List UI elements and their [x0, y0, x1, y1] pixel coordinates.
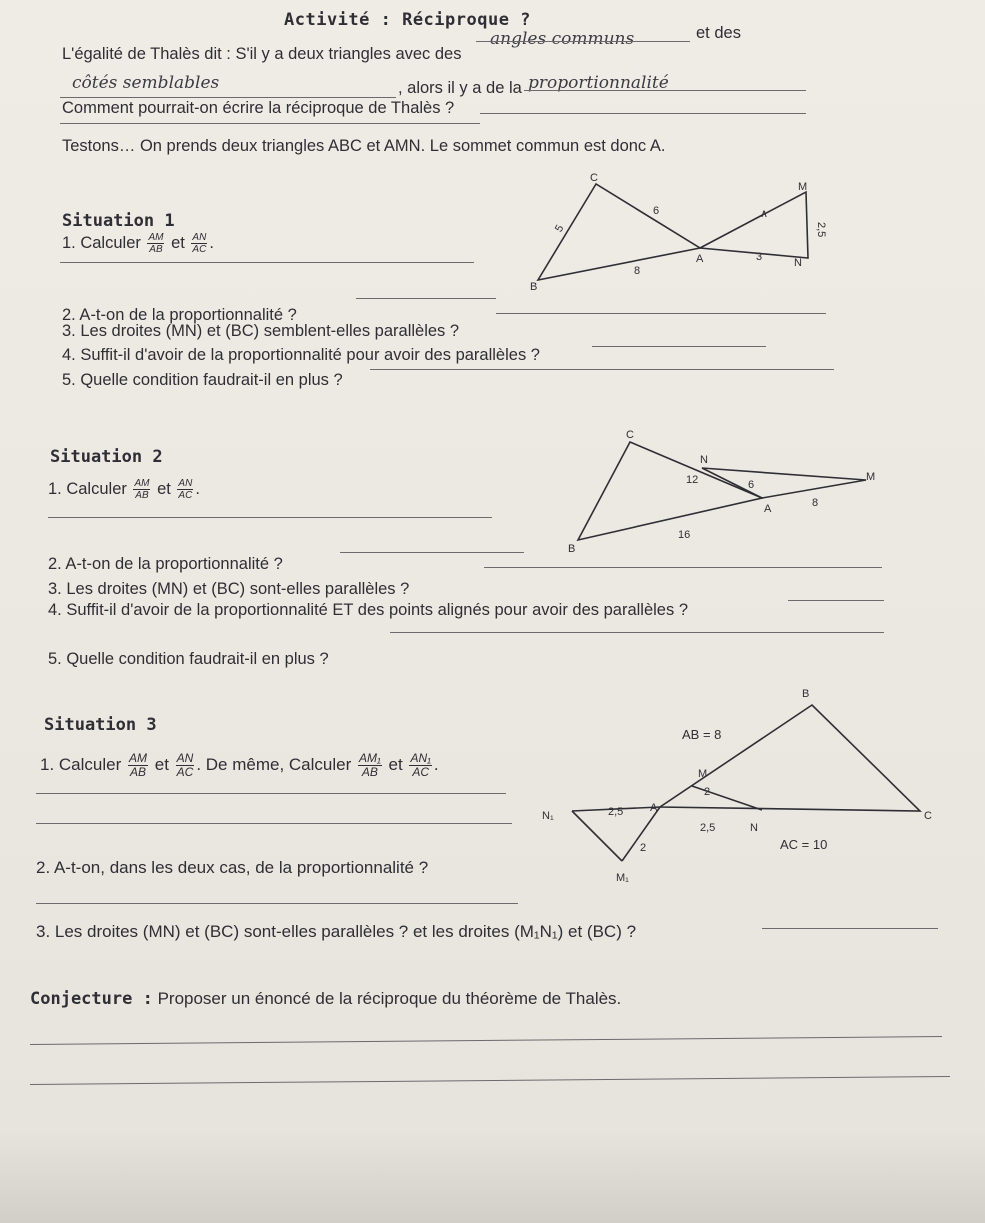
length-an-label: 2,5 [700, 822, 716, 834]
situation1-heading: Situation 1 [62, 211, 175, 231]
length-am1-label: 2 [640, 842, 647, 854]
situation1-q3: 3. Les droites (MN) et (BC) semblent-elles parallèles ? [62, 322, 460, 340]
situation3-q1-text: 1. Calculer [40, 754, 122, 774]
situation1-q4: 4. Suffit-il d'avoir de la proportionnalité pour avoir des parallèles ? [62, 346, 540, 364]
length-ac-label: 5 [552, 222, 567, 235]
intro-line1-handwriting: angles communs [490, 29, 635, 49]
fraction-am-ab [128, 752, 148, 779]
situation3-q1-mid: . De même, Calculer [196, 754, 352, 774]
situation2-q1-text: 1. Calculer [48, 479, 127, 498]
situation3-q1-and2: et [388, 754, 403, 774]
intro-line2-handwriting: côtés semblables [72, 73, 220, 93]
fraction-denominator: AC [178, 490, 193, 501]
answer-line [370, 369, 834, 370]
situation2-q5: 5. Quelle condition faudrait-il en plus ? [48, 650, 329, 668]
situation1-figure [520, 172, 840, 298]
fraction-denominator: AB [361, 765, 378, 779]
situation3-figure [520, 685, 960, 885]
fraction-denominator: AB [129, 765, 146, 779]
situation2-q2: 2. A-t-on de la proportionnalité ? [48, 555, 283, 573]
length-am-label: 2 [704, 786, 711, 798]
fraction-numerator: AN [176, 751, 194, 765]
answer-line [48, 517, 492, 518]
situation3-heading: Situation 3 [44, 715, 157, 735]
answer-line [356, 298, 496, 299]
conjecture [30, 989, 621, 1009]
situation2-q1: 1. Calculer $\frac{AM}{AB}$ et $\frac{AN}{AC}$ . [48, 478, 200, 501]
answer-line [476, 41, 690, 42]
length-an1-label: 2,5 [608, 806, 624, 818]
intro-testons: Testons… On prends deux triangles ABC et AMN. Le sommet commun est donc A. [62, 137, 666, 155]
answer-line [480, 113, 806, 114]
segment-mn [692, 786, 762, 810]
fraction-an-ac [191, 232, 207, 255]
situation1-q5: 5. Quelle condition faudrait-il en plus ? [62, 371, 343, 389]
triangle-amn [700, 192, 808, 258]
vertex-c-label: C [626, 429, 634, 441]
fraction-numerator: AN₁ [410, 751, 431, 765]
page-shadow [0, 1130, 985, 1223]
answer-line [36, 793, 506, 794]
fraction-numerator: AM [148, 232, 164, 243]
situation2-figure [560, 428, 880, 556]
fraction-denominator: AC [192, 244, 207, 255]
situation1-q2: 2. A-t-on de la proportionnalité ? [62, 306, 297, 324]
fraction-an-ac [177, 478, 193, 501]
answer-line [762, 928, 938, 929]
vertex-b-label: B [568, 543, 576, 555]
fraction-numerator: AM [129, 751, 147, 765]
fraction-numerator: AM [134, 478, 150, 489]
answer-line [60, 123, 480, 124]
triangle-abc [578, 442, 762, 540]
fraction-an-ac [176, 752, 195, 779]
answer-line [60, 262, 474, 263]
intro-line2-mid: , alors il y a de la [398, 79, 522, 97]
answer-line [390, 632, 884, 633]
length-cm-label: 6 [653, 205, 660, 217]
length-ac-label: 12 [686, 474, 699, 486]
vertex-a-label: A [650, 802, 658, 814]
length-ab-label: 8 [634, 265, 641, 277]
vertex-a-label: A [764, 503, 772, 515]
answer-line [30, 1036, 942, 1045]
answer-line [524, 90, 806, 91]
vertex-a-label: A [696, 253, 704, 265]
vertex-b-label: B [530, 281, 538, 293]
answer-line [60, 97, 396, 98]
vertex-n-label: N [700, 454, 708, 466]
length-am-label: 8 [812, 497, 819, 509]
vertex-c-label: C [924, 810, 932, 822]
vertex-m-label: M [866, 471, 876, 483]
fraction-numerator: AN [178, 478, 193, 489]
situation1-q1-and: et [171, 233, 185, 252]
fraction-denominator: AB [149, 244, 163, 255]
fraction-denominator: AB [135, 490, 149, 501]
vertex-c-label: C [590, 172, 598, 184]
answer-line [788, 600, 884, 601]
fraction-am1-ab [358, 752, 382, 779]
intro-question: Comment pourrait-on écrire la réciproque de Thalès ? [62, 99, 455, 117]
situation3-q2: 2. A-t-on, dans les deux cas, de la proportionnalité ? [36, 858, 429, 877]
vertex-n-label: N [794, 257, 802, 269]
intro-line2-handwriting-2: proportionnalité [528, 73, 669, 93]
situation1-q1: 1. Calculer $\frac{AM}{AB}$ et $\frac{AN}{AC}$ . [62, 232, 214, 255]
length-mn-label: 2,5 [815, 222, 827, 238]
answer-line [30, 1076, 950, 1085]
vertex-n-label: N [750, 822, 758, 834]
fraction-an1-ac [409, 752, 431, 779]
triangle-abc [660, 705, 920, 811]
page-title: Activité : Réciproque ? [284, 10, 531, 30]
situation2-q3: 3. Les droites (MN) et (BC) sont-elles parallèles ? [48, 580, 410, 598]
length-an-label: 6 [748, 479, 755, 491]
conjecture-text: Proposer un énoncé de la réciproque du théorème de Thalès. [157, 989, 622, 1008]
answer-line [340, 552, 524, 553]
segment-m1n1 [572, 811, 622, 861]
fraction-denominator: AC [412, 765, 430, 779]
fraction-denominator: AC [176, 765, 194, 779]
vertex-b-label: B [802, 688, 810, 700]
answer-line [592, 346, 766, 347]
answer-line [496, 313, 826, 314]
answer-line [36, 903, 518, 904]
situation3-q1-and: et [154, 754, 169, 774]
intro-line1-suffix: et des [696, 24, 741, 42]
length-ac-label: AC = 10 [780, 837, 828, 852]
vertex-m1-label: M₁ [616, 872, 629, 884]
situation2-q4: 4. Suffit-il d'avoir de la proportionnalité ET des points alignés pour avoir des parallèles ? [48, 601, 688, 619]
situation2-q1-and: et [157, 479, 171, 498]
length-an-label: 3 [756, 251, 763, 263]
answer-line [36, 823, 512, 824]
vertex-n1-label: N₁ [542, 810, 554, 822]
intro-line1-prefix: L'égalité de Thalès dit : S'il y a deux triangles avec des [62, 45, 462, 63]
conjecture-label: Conjecture : [30, 989, 153, 1009]
fraction-am-ab [147, 232, 164, 255]
fraction-numerator: AM₁ [359, 751, 381, 765]
situation2-heading: Situation 2 [50, 447, 163, 467]
fraction-numerator: AN [192, 232, 207, 243]
angle-mark: ∧ [760, 208, 769, 220]
answer-line [484, 567, 882, 568]
fraction-am-ab [133, 478, 150, 501]
situation3-q3: 3. Les droites (MN) et (BC) sont-elles parallèles ? et les droites (M₁N₁) et (BC) ? [36, 922, 637, 941]
length-ab-label: AB = 8 [682, 727, 722, 742]
vertex-m-label: M [798, 181, 808, 193]
situation1-q1-text: 1. Calculer [62, 233, 141, 252]
length-ab-label: 16 [678, 529, 691, 541]
situation3-q1: 1. Calculer $\frac{AM}{AB}$ et $\frac{AN}{AC}$ . De même, Calculer $\frac{\text{AM₁}}{AB}$ et $\frac{\text{AN₁}}{AC}$ . [40, 751, 439, 779]
vertex-m-label: M [698, 768, 708, 780]
